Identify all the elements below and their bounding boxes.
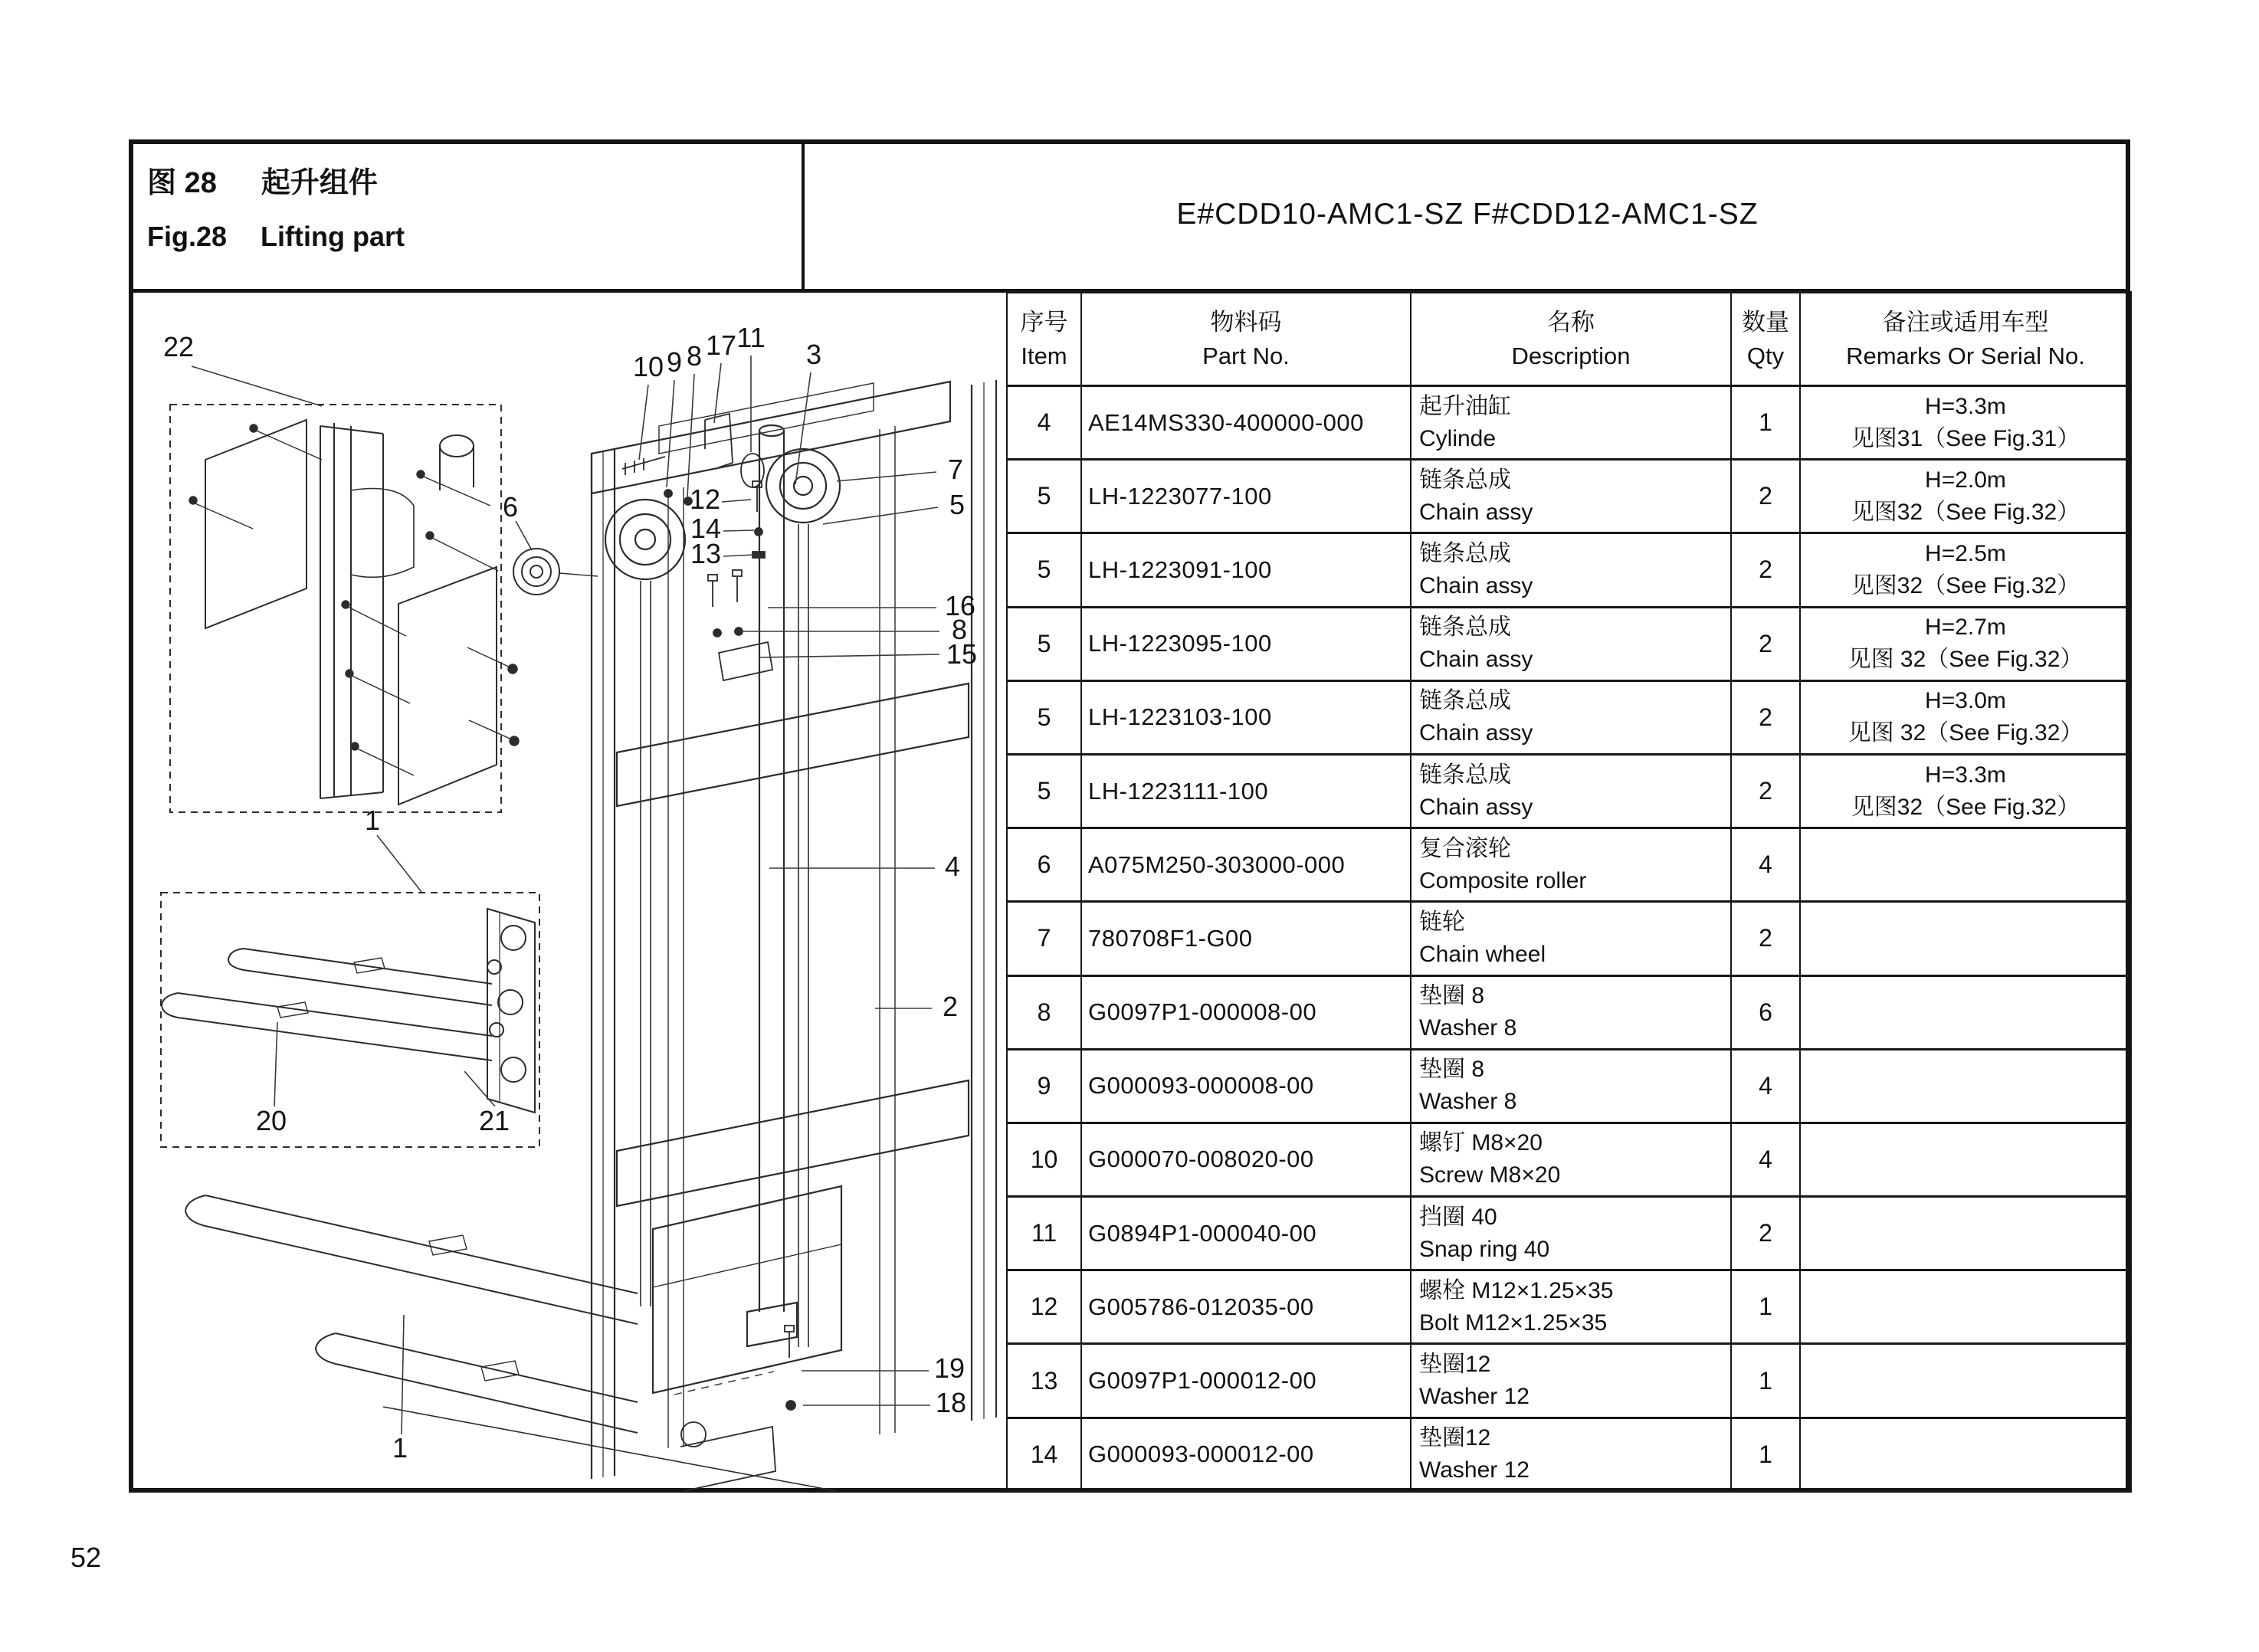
- description-en: Washer 8: [1419, 1015, 1517, 1041]
- description-en: Cylinde: [1419, 425, 1497, 451]
- description-cn: 链条总成: [1419, 688, 1511, 714]
- description-en: Washer 12: [1419, 1384, 1529, 1410]
- part-no-cell: G0097P1-000012-00: [1081, 1344, 1411, 1418]
- item-cell: 9: [1007, 1049, 1081, 1123]
- qty-cell: 1: [1731, 1270, 1800, 1344]
- description-en: Chain assy: [1419, 499, 1533, 525]
- description-cell: [1411, 460, 1731, 533]
- description-cn: 垫圈12: [1419, 1352, 1491, 1378]
- part-no-cell: G0097P1-000008-00: [1081, 975, 1411, 1049]
- leader-line: [722, 500, 751, 502]
- callout-label: 4: [944, 851, 961, 882]
- table-row: [1007, 975, 2131, 1049]
- callout-label: 8: [951, 614, 968, 645]
- callout-label: 15: [946, 638, 978, 670]
- description-cn: 螺栓 M12×1.25×35: [1419, 1277, 1614, 1303]
- qty-cell: 4: [1731, 1049, 1800, 1123]
- part-no-cell: AE14MS330-400000-000: [1081, 386, 1411, 460]
- callout-label: 6: [502, 491, 519, 523]
- remark-height: H=3.3m: [1925, 762, 2006, 788]
- description-cn: 螺钉 M8×20: [1419, 1130, 1543, 1156]
- remark-see-fig: 见图31（See Fig.31）: [1851, 425, 2080, 451]
- description-cell: [1411, 975, 1731, 1049]
- callout-label: 17: [705, 329, 737, 361]
- qty-cell: 4: [1731, 828, 1800, 902]
- description-cn: 链条总成: [1419, 615, 1511, 641]
- forks: [185, 1195, 638, 1433]
- table-row: [1007, 902, 2131, 975]
- remark-see-fig: 见图32（See Fig.32）: [1851, 794, 2080, 820]
- remark-height: H=2.7m: [1925, 615, 2006, 641]
- description-cn: 垫圈 8: [1419, 983, 1485, 1009]
- remarks-cell: [1800, 975, 2131, 1049]
- table-row: [1007, 460, 2131, 533]
- item-cell: 13: [1007, 1344, 1081, 1418]
- description-cell: [1411, 1418, 1731, 1491]
- figure-name-cn: 起升组件: [261, 167, 378, 199]
- leader-line: [639, 385, 648, 460]
- remark-see-fig: 见图 32（See Fig.32）: [1848, 720, 2084, 746]
- table-row: [1007, 828, 2131, 902]
- description-cell: [1411, 386, 1731, 460]
- description-en: Chain assy: [1419, 572, 1533, 598]
- table-row: [1007, 1418, 2131, 1491]
- item-cell: 5: [1007, 460, 1081, 533]
- qty-cell: 2: [1731, 680, 1800, 754]
- remarks-cell: [1800, 533, 2131, 607]
- description-cn: 垫圈12: [1419, 1425, 1491, 1451]
- qty-cell: 1: [1731, 1418, 1800, 1491]
- part-no-cell: G005786-012035-00: [1081, 1270, 1411, 1344]
- callout-label: 22: [162, 331, 195, 362]
- callout-label: 19: [933, 1352, 966, 1384]
- column-header-part-no: 物料码 Part No.: [1081, 293, 1411, 386]
- composite-roller-part: [513, 549, 598, 595]
- description-en: Bolt M12×1.25×35: [1419, 1309, 1608, 1336]
- description-cn: 链条总成: [1419, 467, 1511, 493]
- remarks-cell: [1800, 1123, 2131, 1196]
- leader-line: [795, 372, 811, 484]
- description-en: Screw M8×20: [1419, 1162, 1561, 1188]
- table-row: [1007, 1123, 2131, 1196]
- description-cell: [1411, 902, 1731, 975]
- remark-see-fig: 见图32（See Fig.32）: [1851, 499, 2080, 525]
- remarks-cell: [1800, 828, 2131, 902]
- qty-cell: 2: [1731, 460, 1800, 533]
- table-row: [1007, 754, 2131, 828]
- description-cn: 链条总成: [1419, 762, 1511, 788]
- leader-line: [377, 835, 421, 892]
- description-en: Washer 12: [1419, 1457, 1529, 1483]
- description-cell: [1411, 1197, 1731, 1270]
- item-cell: 12: [1007, 1270, 1081, 1344]
- figure-number-cn: 图 28: [147, 167, 217, 199]
- item-cell: 6: [1007, 828, 1081, 902]
- description-cell: [1411, 533, 1731, 607]
- model-codes-header: E#CDD10-AMC1-SZ F#CDD12-AMC1-SZ: [1176, 198, 1759, 231]
- leader-line: [823, 507, 938, 524]
- mast-hardware: [622, 414, 795, 1491]
- callout-label: 8: [686, 340, 703, 372]
- item-cell: 4: [1007, 386, 1081, 460]
- callout-label: 7: [947, 454, 964, 485]
- leader-line: [760, 654, 939, 657]
- remarks-cell: [1800, 1197, 2131, 1270]
- remark-height: H=3.0m: [1925, 688, 2006, 714]
- table-row: [1007, 533, 2131, 607]
- table-row: [1007, 1270, 2131, 1344]
- table-row: [1007, 1344, 2131, 1418]
- description-cn: 复合滚轮: [1419, 835, 1511, 861]
- leader-line: [192, 366, 322, 406]
- description-cell: [1411, 1270, 1731, 1344]
- leader-line: [464, 1071, 495, 1106]
- item-cell: 14: [1007, 1418, 1081, 1491]
- part-no-cell: G000093-000008-00: [1081, 1049, 1411, 1123]
- remark-height: H=2.0m: [1925, 467, 2006, 493]
- part-no-cell: LH-1223095-100: [1081, 607, 1411, 680]
- figure-title-en: [147, 218, 791, 256]
- callout-label: 5: [949, 489, 966, 520]
- callout-label: 1: [364, 805, 381, 836]
- remark-height: H=3.3m: [1925, 393, 2006, 419]
- description-en: Chain assy: [1419, 647, 1533, 673]
- leader-line: [687, 374, 694, 497]
- callout-label: 9: [666, 346, 683, 378]
- leader-line: [516, 521, 532, 550]
- qty-cell: 1: [1731, 1344, 1800, 1418]
- table-row: [1007, 1197, 2131, 1270]
- remark-height: H=2.5m: [1925, 540, 2006, 566]
- remarks-cell: [1800, 1270, 2131, 1344]
- callout-label: 1: [392, 1432, 408, 1464]
- remarks-cell: [1800, 754, 2131, 828]
- fastener-leaders: [189, 424, 519, 775]
- leader-line: [723, 555, 754, 556]
- item-cell: 5: [1007, 533, 1081, 607]
- leader-line: [402, 1315, 404, 1434]
- parts-table: [1006, 291, 2130, 1493]
- table-row: [1007, 607, 2131, 680]
- part-no-cell: LH-1223077-100: [1081, 460, 1411, 533]
- description-cn: 垫圈 8: [1419, 1057, 1485, 1083]
- remark-see-fig: 见图 32（See Fig.32）: [1848, 647, 2084, 673]
- item-cell: 5: [1007, 754, 1081, 828]
- description-cell: [1411, 607, 1731, 680]
- description-en: Composite roller: [1419, 867, 1587, 893]
- column-header-qty: 数量 Qty: [1731, 293, 1800, 386]
- callout-label: 2: [942, 991, 959, 1022]
- callout-label: 13: [690, 538, 722, 569]
- callout-label: 18: [935, 1387, 967, 1418]
- item-cell: 5: [1007, 680, 1081, 754]
- remarks-cell: [1800, 607, 2131, 680]
- leader-line: [723, 530, 754, 531]
- remarks-cell: [1800, 1049, 2131, 1123]
- part-no-cell: G000070-008020-00: [1081, 1123, 1411, 1196]
- table-row: [1007, 680, 2131, 754]
- remarks-cell: [1800, 680, 2131, 754]
- remarks-cell: [1800, 1344, 2131, 1418]
- item-cell: 11: [1007, 1197, 1081, 1270]
- remarks-cell: [1800, 902, 2131, 975]
- part-no-cell: LH-1223103-100: [1081, 680, 1411, 754]
- callout-label: 12: [689, 483, 721, 515]
- item-cell: 8: [1007, 975, 1081, 1049]
- remarks-cell: [1800, 460, 2131, 533]
- qty-cell: 2: [1731, 533, 1800, 607]
- table-row: [1007, 1049, 2131, 1123]
- remark-see-fig: 见图32（See Fig.32）: [1851, 572, 2080, 598]
- part-no-cell: LH-1223111-100: [1081, 754, 1411, 828]
- part-no-cell: LH-1223091-100: [1081, 533, 1411, 607]
- description-cn: 链条总成: [1419, 540, 1511, 566]
- description-en: Chain assy: [1419, 794, 1533, 820]
- leader-line: [667, 380, 674, 487]
- page-number: 52: [70, 1542, 102, 1573]
- description-cn: 链轮: [1419, 909, 1465, 935]
- callout-label: 16: [944, 590, 976, 621]
- description-cn: 起升油缸: [1419, 393, 1511, 419]
- part-no-cell: 780708F1-G00: [1081, 902, 1411, 975]
- table-header-row: [1007, 293, 2131, 386]
- figure-name-en: Lifting part: [261, 221, 405, 252]
- qty-cell: 1: [1731, 386, 1800, 460]
- qty-cell: 2: [1731, 754, 1800, 828]
- callout-label: 21: [478, 1105, 510, 1136]
- part-no-cell: G000093-000012-00: [1081, 1418, 1411, 1491]
- callout-label: 14: [690, 513, 722, 544]
- description-en: Chain wheel: [1419, 941, 1546, 967]
- remarks-cell: [1800, 1418, 2131, 1491]
- assembly-box-22: [170, 405, 501, 812]
- item-cell: 10: [1007, 1123, 1081, 1196]
- description-cn: 挡圈 40: [1419, 1204, 1497, 1230]
- leader-line: [274, 1022, 277, 1106]
- description-cell: [1411, 680, 1731, 754]
- column-header-description: 名称 Description: [1411, 293, 1731, 386]
- figure-title-block: [147, 164, 791, 256]
- figure-number-en: Fig.28: [147, 221, 228, 252]
- description-en: Snap ring 40: [1419, 1236, 1550, 1262]
- description-cell: [1411, 1049, 1731, 1123]
- callout-label: 3: [805, 339, 822, 370]
- item-cell: 7: [1007, 902, 1081, 975]
- column-header-remarks: 备注或适用车型 Remarks Or Serial No.: [1800, 293, 2131, 386]
- callout-label: 11: [736, 322, 766, 353]
- lifting-part-diagram: [129, 293, 1008, 1493]
- callout-label: 10: [632, 351, 664, 382]
- qty-cell: 6: [1731, 975, 1800, 1049]
- description-en: Washer 8: [1419, 1089, 1517, 1115]
- description-cell: [1411, 754, 1731, 828]
- description-cell: [1411, 828, 1731, 902]
- qty-cell: 2: [1731, 607, 1800, 680]
- qty-cell: 2: [1731, 902, 1800, 975]
- table-row: [1007, 386, 2131, 460]
- remarks-cell: [1800, 386, 2131, 460]
- part-no-cell: A075M250-303000-000: [1081, 828, 1411, 902]
- description-cell: [1411, 1123, 1731, 1196]
- qty-cell: 4: [1731, 1123, 1800, 1196]
- callout-label: 20: [255, 1105, 287, 1136]
- part-no-cell: G0894P1-000040-00: [1081, 1197, 1411, 1270]
- qty-cell: 2: [1731, 1197, 1800, 1270]
- column-header-item: 序号 Item: [1007, 293, 1081, 386]
- item-cell: 5: [1007, 607, 1081, 680]
- description-cell: [1411, 1344, 1731, 1418]
- description-en: Chain assy: [1419, 720, 1533, 746]
- figure-title-cn: [147, 164, 791, 202]
- leader-line: [837, 472, 936, 481]
